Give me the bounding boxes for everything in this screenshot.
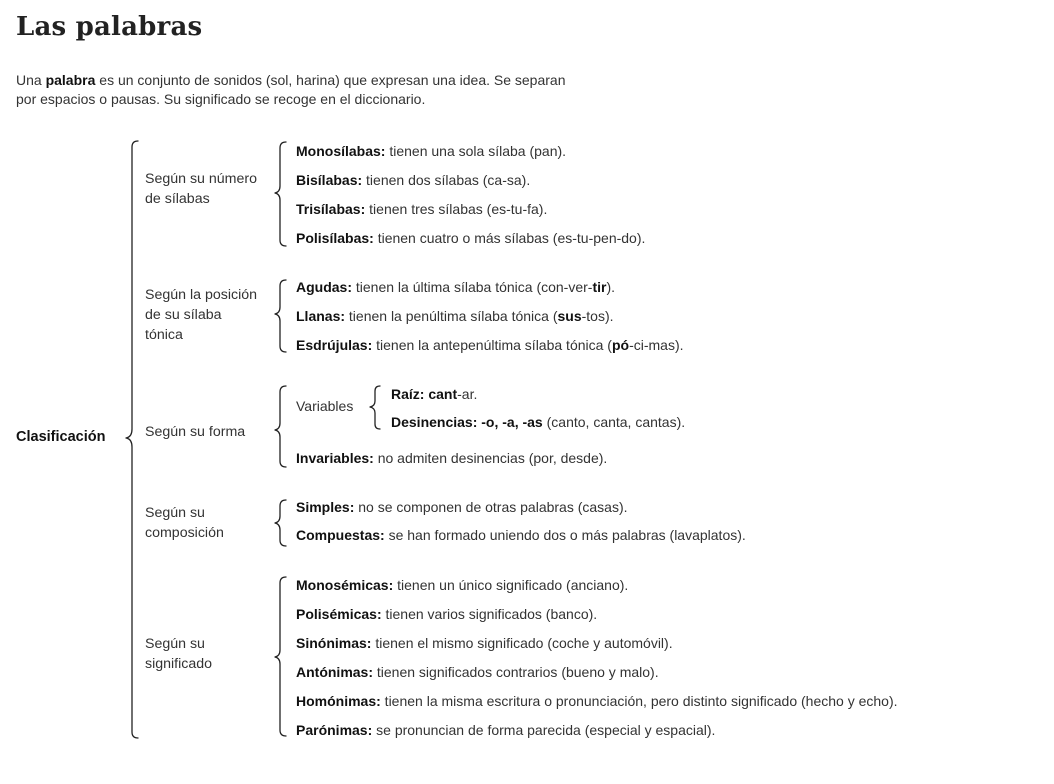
item-text: no se componen de otras palabras (casas). bbox=[354, 499, 628, 515]
item-text: tienen la última sílaba tónica (con-ver- bbox=[352, 279, 593, 295]
list-item bbox=[296, 722, 715, 738]
list-item bbox=[296, 279, 615, 295]
item-term: Polisílabas: bbox=[296, 230, 374, 246]
item-text: -ar. bbox=[457, 386, 478, 402]
item-term: Simples: bbox=[296, 499, 355, 515]
item-term: Invariables: bbox=[296, 450, 374, 466]
item-text: tienen tres sílabas (es-tu-fa). bbox=[365, 201, 548, 217]
item-text: tienen dos sílabas (ca-sa). bbox=[362, 172, 531, 188]
item-term: Antónimas: bbox=[296, 664, 373, 680]
item-text: tienen la antepenúltima sílaba tónica ( bbox=[372, 337, 612, 353]
list-item bbox=[296, 201, 547, 217]
item-emphasis: sus bbox=[557, 308, 582, 324]
item-text: tienen varios significados (banco). bbox=[381, 606, 598, 622]
category-label-line: Según la posición bbox=[145, 287, 258, 303]
category-label bbox=[145, 169, 257, 209]
item-text: se pronuncian de forma parecida (especial y espacial). bbox=[372, 722, 716, 738]
item-text: tienen cuatro o más sílabas (es-tu-pen-do). bbox=[373, 230, 646, 246]
category-label-line: Según su bbox=[145, 505, 205, 521]
brace-significado bbox=[275, 577, 286, 736]
item-text: tienen una sola sílaba (pan). bbox=[385, 143, 567, 159]
intro-text: Una bbox=[16, 72, 46, 88]
item-text: se han formado uniendo dos o más palabras (lavaplatos). bbox=[384, 527, 746, 543]
brace-composicion bbox=[275, 500, 286, 546]
item-term: Trisílabas: bbox=[296, 201, 366, 217]
item-term: Agudas: bbox=[296, 279, 352, 295]
list-item bbox=[296, 337, 684, 353]
list-item bbox=[296, 499, 628, 515]
intro-term: palabra bbox=[45, 72, 96, 88]
item-text: tienen el mismo significado (coche y automóvil). bbox=[371, 635, 673, 651]
category-label-line: de su sílaba bbox=[145, 307, 222, 323]
category-label-line: significado bbox=[145, 656, 213, 672]
list-item bbox=[296, 308, 614, 324]
list-item bbox=[296, 606, 597, 622]
item-emphasis: tir bbox=[592, 279, 607, 295]
item-emphasis: pó bbox=[611, 337, 630, 353]
list-item bbox=[296, 230, 645, 246]
intro-text: es un conjunto de sonidos (sol, harina) que expresan una idea. Se separan bbox=[95, 72, 566, 88]
item-term: Bisílabas: bbox=[296, 172, 363, 188]
category-label-line: Según su bbox=[145, 636, 205, 652]
item-term: Sinónimas: bbox=[296, 635, 372, 651]
list-item bbox=[296, 577, 628, 593]
item-text: ). bbox=[606, 279, 616, 295]
item-term: Monosémicas: bbox=[296, 577, 394, 593]
brace-variables bbox=[370, 386, 380, 429]
item-text: tienen la penúltima sílaba tónica ( bbox=[345, 308, 558, 324]
list-item bbox=[391, 386, 477, 402]
list-item bbox=[296, 527, 746, 543]
item-emphasis: -o, -a, -as bbox=[477, 414, 543, 430]
category-label bbox=[145, 285, 257, 345]
category-label-line: de sílabas bbox=[145, 191, 210, 207]
item-term: Llanas: bbox=[296, 308, 346, 324]
list-item bbox=[296, 664, 659, 680]
category-label bbox=[145, 422, 245, 442]
list-item bbox=[391, 414, 685, 430]
item-emphasis: cant bbox=[424, 386, 458, 402]
brace-silabas bbox=[275, 142, 286, 246]
item-text: tienen un único significado (anciano). bbox=[393, 577, 629, 593]
item-term: Desinencias: bbox=[391, 414, 478, 430]
item-text: -ci-mas). bbox=[629, 337, 684, 353]
item-text: -tos). bbox=[581, 308, 614, 324]
category-label bbox=[145, 634, 212, 674]
intro-text: por espacios o pausas. Su significado se recoge en el diccionario. bbox=[16, 91, 426, 107]
item-term: Polisémicas: bbox=[296, 606, 382, 622]
item-text: tienen significados contrarios (bueno y malo). bbox=[373, 664, 659, 680]
list-item bbox=[296, 693, 898, 709]
category-label-line: tónica bbox=[145, 327, 183, 343]
item-text: no admiten desinencias (por, desde). bbox=[373, 450, 608, 466]
brace-forma bbox=[275, 386, 286, 467]
root-label: Clasificación bbox=[16, 429, 106, 445]
category-label-line: composición bbox=[145, 525, 224, 541]
item-term: Monosílabas: bbox=[296, 143, 386, 159]
main-brace bbox=[126, 141, 138, 738]
brace-tonica bbox=[275, 280, 286, 352]
item-text: (canto, canta, cantas). bbox=[542, 414, 686, 430]
item-text: tienen la misma escritura o pronunciación, pero distinto significado (hecho y echo). bbox=[380, 693, 898, 709]
list-item bbox=[296, 172, 530, 188]
item-term: Compuestas: bbox=[296, 527, 385, 543]
category-label-line: Según su forma bbox=[145, 424, 246, 440]
list-item bbox=[296, 635, 673, 651]
list-item bbox=[296, 450, 607, 466]
item-term: Esdrújulas: bbox=[296, 337, 373, 353]
item-term: Raíz: bbox=[391, 386, 425, 402]
sub-category-label: Variables bbox=[296, 398, 354, 414]
page-title: Las palabras bbox=[16, 12, 203, 42]
list-item bbox=[296, 143, 566, 159]
category-label-line: Según su número bbox=[145, 171, 257, 187]
category-label bbox=[145, 503, 224, 543]
item-term: Homónimas: bbox=[296, 693, 381, 709]
item-term: Parónimas: bbox=[296, 722, 373, 738]
